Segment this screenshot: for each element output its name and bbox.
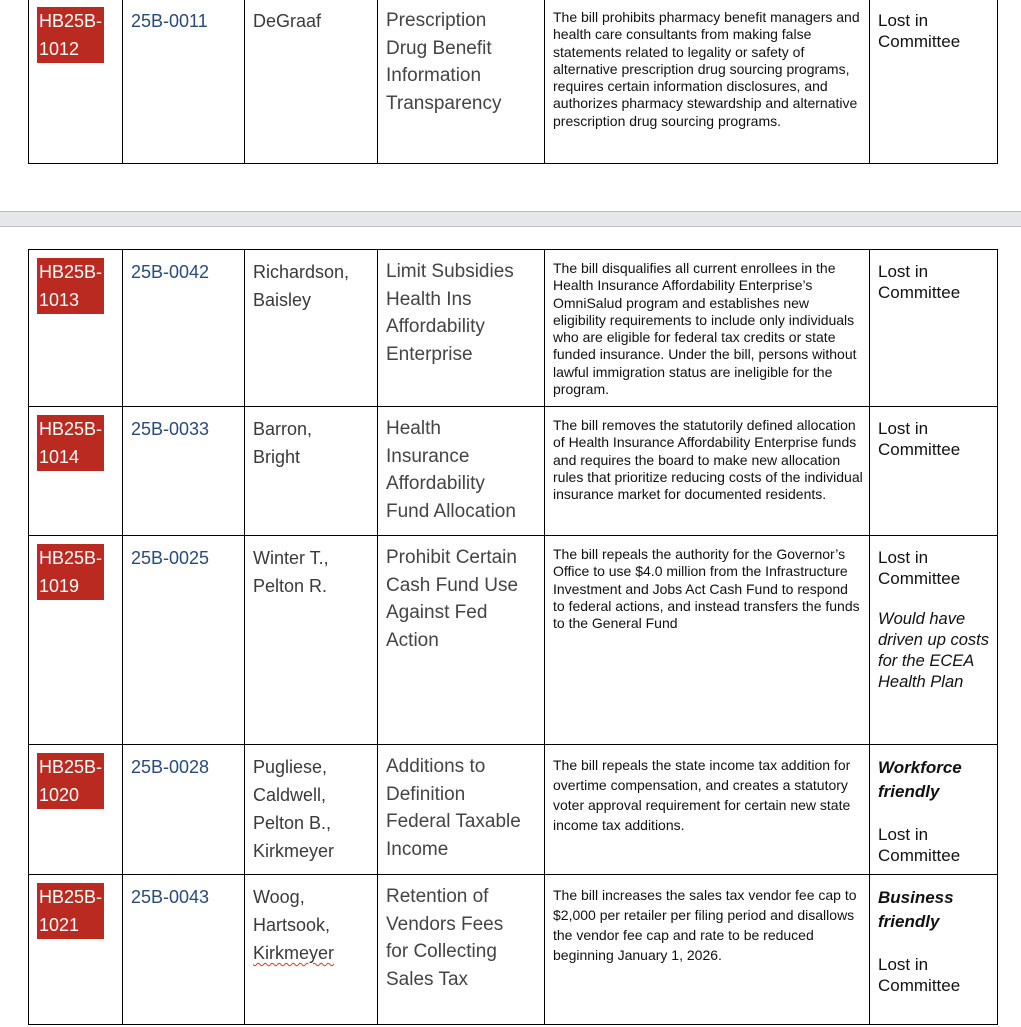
summary-cell [545,745,870,875]
title-cell [378,745,545,875]
bill-number-badge[interactable] [37,415,104,471]
line: Definition [386,783,466,805]
lls-cell [123,0,245,164]
lls-cell [123,745,245,875]
sponsor-name: Bright [253,447,301,467]
bill-number-cell [29,0,123,164]
line: Limit Subsidies [386,261,514,282]
lls-cell [123,407,245,536]
bill-row [29,875,998,1025]
sponsor-name: Hartsook, [253,915,331,935]
line: Lost in [878,825,929,844]
line: Health [386,418,441,439]
line: Information [386,65,482,86]
bill-summary: The bill removes the statutorily defined allocation of Health Insurance Affordability Enterprise funds and requires the board to make new allocation rules that prioritize reducing costs of the individual insurance market for documented residents. [553,417,863,503]
bill-row [29,536,998,745]
line: 1014 [39,447,80,467]
bills-table-page-1 [28,0,998,164]
lls-number: 25B-0011 [131,11,208,31]
bill-number-cell [29,875,123,1025]
summary-cell [545,250,870,407]
line: HB25B- [39,419,103,439]
line: Health Ins [386,288,472,310]
lls-cell [123,250,245,407]
document-page-2 [0,226,1021,1027]
title-cell [378,536,545,745]
sponsor-name: Woog, [253,887,305,907]
status-cell [870,745,998,875]
line: Insurance [386,445,470,467]
line: 1013 [39,290,80,310]
bill-number-badge[interactable] [37,258,104,314]
highlight-label: Business friendly [878,888,954,931]
line: Lost in [878,11,929,30]
summary-cell [545,536,870,745]
bill-number-cell [29,745,123,875]
line: 1020 [39,785,80,805]
sponsor-name: DeGraaf [253,11,322,31]
bill-row [29,745,998,875]
sponsor-name: Richardson, [253,262,350,282]
status-note: Would have driven up costs for the ECEA Health Plan [878,610,989,691]
line: Federal Taxable [386,811,521,832]
line: Committee [878,976,961,995]
bill-summary: The bill disqualifies all current enrollees in the Health Insurance Affordability Enterprise’s OmniSalud program and establishes new eligibility requirements to include only individuals who are eligible for federal tax credits or state funded insurance. Under the bill, persons without lawful immigration status are ineligible for the program. [553,260,857,398]
lls-number: 25B-0033 [131,419,210,439]
status-cell [870,407,998,536]
line: Committee [878,569,961,588]
sponsor-name: Barron, [253,419,313,439]
bill-summary: The bill repeals the authority for the Governor’s Office to use $4.0 million from the Infrastructure Investment and Jobs Act Cash Fund to respond to federal actions, and instead transfers the funds to the General Fund [553,546,860,632]
bill-number-cell [29,250,123,407]
line: Action [386,629,439,651]
line: Committee [878,846,961,865]
bill-number-badge[interactable] [37,544,104,600]
status-cell [870,250,998,407]
line: HB25B- [39,11,103,31]
line: 1012 [39,39,80,59]
lls-cell [123,875,245,1025]
line: Lost in [878,262,929,281]
sponsor-name: Pelton R. [253,576,328,596]
line: Vendors Fees [386,913,504,935]
line: 1021 [39,915,80,935]
line: HB25B- [39,548,103,568]
line: Transparency [386,92,502,114]
line: Additions to [386,756,486,777]
summary-cell [545,0,870,164]
line: Affordability [386,473,485,494]
sponsor-name: Pelton B., [253,813,332,833]
bill-summary: The bill prohibits pharmacy benefit managers and health care consultants from making false statements related to legality or safety of alternative prescription drug sourcing programs, requires certain information disclosures, and authorizes pharmacy stewardship and alternative prescription drug sourcing programs. [553,9,860,129]
sponsors-cell [245,745,378,875]
status-cell [870,0,998,164]
line: Committee [878,440,961,459]
bill-number-cell [29,536,123,745]
line: Prescription [386,10,487,31]
line: for Collecting [386,941,497,962]
line: Enterprise [386,343,473,365]
document-page-1 [0,0,1021,212]
bill-number-badge[interactable] [37,7,104,63]
line: Fund Allocation [386,500,516,522]
line: HB25B- [39,887,103,907]
title-cell [378,407,545,536]
line: Prohibit Certain [386,547,517,568]
line: Lost in [878,419,929,438]
line: 1019 [39,576,80,596]
sponsor-name: Kirkmeyer [253,943,335,963]
status-cell [870,875,998,1025]
line: Drug Benefit [386,37,492,59]
status-cell [870,536,998,745]
highlight-label: Workforce friendly [878,758,962,801]
sponsors-cell [245,250,378,407]
sponsors-cell [245,407,378,536]
title-cell [378,0,545,164]
line: Against Fed [386,602,488,623]
line: Lost in [878,548,929,567]
bill-summary: The bill repeals the state income tax addition for overtime compensation, and creates a statutory voter approval requirement for certain new state income tax additions. [553,757,851,833]
line: HB25B- [39,262,103,282]
line: Retention of [386,886,489,907]
summary-cell [545,875,870,1025]
bill-number-badge[interactable] [37,753,104,809]
bill-row [29,250,998,407]
sponsor-name: Kirkmeyer [253,841,335,861]
bill-number-badge[interactable] [37,883,104,939]
sponsor-name: Caldwell, [253,785,327,805]
sponsor-name: Winter T., [253,548,329,568]
lls-number: 25B-0025 [131,548,210,568]
line: Committee [878,32,961,51]
bill-row [29,0,998,164]
bill-summary: The bill increases the sales tax vendor fee cap to $2,000 per retailer per filing period and disallows the vendor fee cap and rate to be reduced beginning January 1, 2026. [553,887,857,963]
bills-table-page-2 [28,249,998,1025]
line: Committee [878,283,961,302]
bill-number-cell [29,407,123,536]
line: Sales Tax [386,968,469,990]
lls-number: 25B-0028 [131,757,210,777]
title-cell [378,250,545,407]
line: Cash Fund Use [386,574,519,596]
title-cell [378,875,545,1025]
sponsor-name: Baisley [253,290,312,310]
sponsors-cell [245,875,378,1025]
summary-cell [545,407,870,536]
line: Lost in [878,955,929,974]
line: HB25B- [39,757,103,777]
line: Income [386,838,449,860]
lls-cell [123,536,245,745]
sponsors-cell [245,0,378,164]
sponsor-name: Pugliese, [253,757,328,777]
bill-row [29,407,998,536]
lls-number: 25B-0043 [131,887,210,907]
sponsors-cell [245,536,378,745]
line: Affordability [386,316,485,337]
lls-number: 25B-0042 [131,262,210,282]
